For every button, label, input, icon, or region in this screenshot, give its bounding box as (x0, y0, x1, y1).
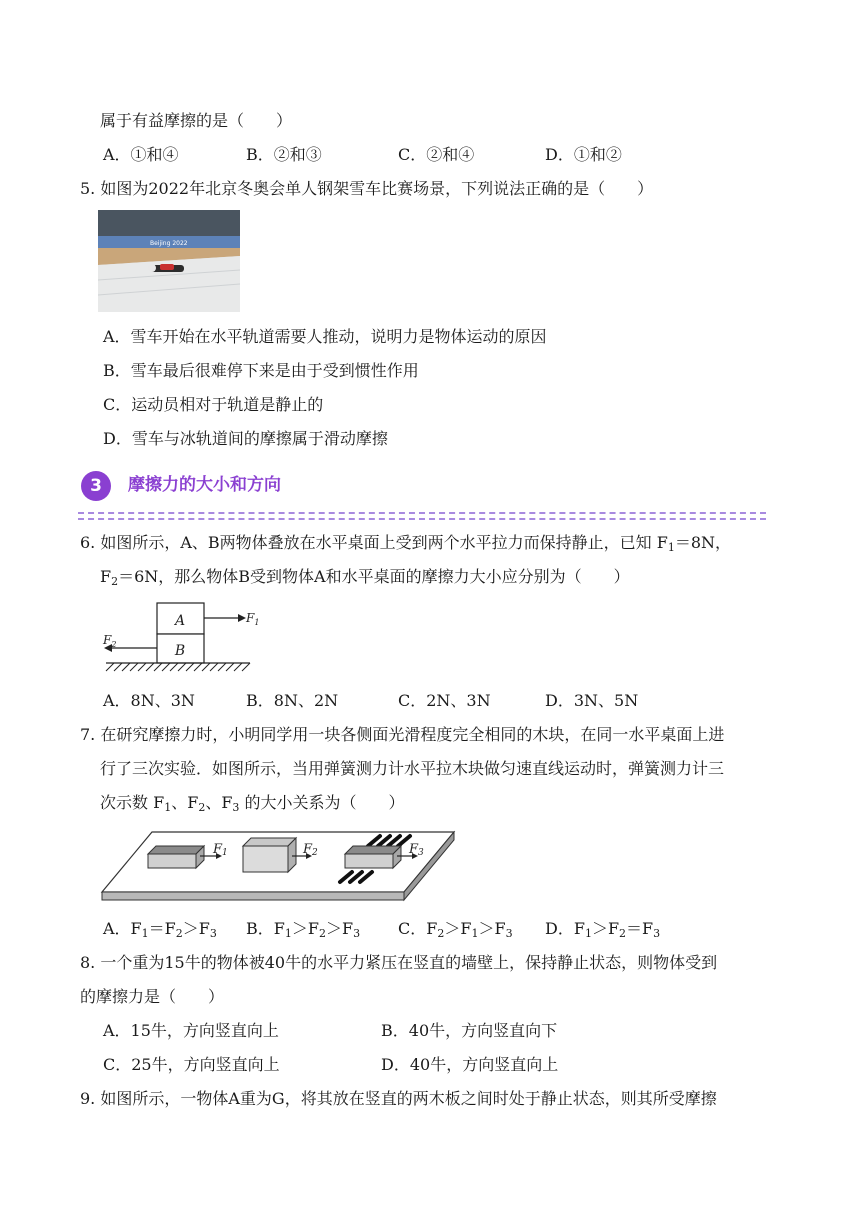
q8-stem-line1: 8. 一个重为15牛的物体被40牛的水平力紧压在竖直的墙壁上，保持静止状态，则物体受到 (80, 953, 718, 972)
q6-option-a: A．8N、3N (103, 691, 195, 710)
q6-blocks-figure (100, 600, 270, 678)
svg-text:F2: $F_2$ (103, 633, 117, 649)
section-divider-bottom (78, 518, 766, 520)
section-title: 摩擦力的大小和方向 (128, 475, 281, 495)
q6-stem-line2: $F_2=6N$，那么物体B受到物体A和水平桌面的摩擦力大小应分别为（ ） (100, 567, 630, 588)
q5-option-a: A．雪车开始在水平轨道需要人推动，说明力是物体运动的原因 (103, 327, 547, 346)
q7-experiment-figure (100, 826, 460, 904)
q7-option-c: C．$F_2>F_1>F_3$ (398, 919, 513, 940)
q8-option-d: D．40牛，方向竖直向上 (381, 1055, 559, 1074)
q4-option-c: C．②和④ (398, 145, 475, 164)
q7-option-d: D．$F_1>F_2=F_3$ (545, 919, 661, 940)
q6-option-b: B．8N、2N (246, 691, 339, 710)
q8-option-b: B．40牛，方向竖直向下 (381, 1021, 558, 1040)
q5-stem: 5. 如图为2022年北京冬奥会单人钢架雪车比赛场景，下列说法正确的是（ ） (80, 179, 654, 198)
q6-option-d: D．3N、5N (545, 691, 639, 710)
banner-text: Beijing 2022 (150, 240, 188, 247)
q7-option-b: B．$F_1>F_2>F_3$ (246, 919, 361, 940)
q4-option-a: A．①和④ (103, 145, 179, 164)
svg-text:F1: F1 (213, 842, 228, 858)
section-number-badge: 3 (81, 471, 111, 501)
q7-stem-line1: 7. 在研究摩擦力时，小明同学用一块各侧面光滑程度完全相同的木块，在同一水平桌面上进 (80, 725, 725, 744)
svg-text:F2: F2 (303, 842, 318, 858)
q7-stem-line3: 次示数 $F_1$、$F_2$、$F_3$ 的大小关系为（ ） (100, 793, 405, 814)
svg-text:A: A (174, 613, 186, 629)
svg-text:F1: $F_1$ (246, 611, 260, 627)
q8-option-c: C．25牛，方向竖直向上 (103, 1055, 280, 1074)
q4-stem-tail: 属于有益摩擦的是（ ） (100, 111, 293, 130)
q5-option-b: B．雪车最后很难停下来是由于受到惯性作用 (103, 361, 419, 380)
section-divider-top (78, 512, 766, 514)
q4-option-b: B．②和③ (246, 145, 322, 164)
q6-stem-line1: 6. 如图所示，A、B两物体叠放在水平桌面上受到两个水平拉力而保持静止，已知 $F_1=8N$， (80, 533, 732, 554)
svg-text:B: B (174, 643, 186, 659)
q7-option-a: A．$F_1=F_2>F_3$ (103, 919, 217, 940)
q8-option-a: A．15牛，方向竖直向上 (103, 1021, 279, 1040)
q7-stem-line2: 行了三次实验．如图所示，当用弹簧测力计水平拉木块做匀速直线运动时，弹簧测力计三 (100, 759, 725, 778)
q5-option-d: D．雪车与冰轨道间的摩擦属于滑动摩擦 (103, 429, 388, 448)
q5-option-c: C．运动员相对于轨道是静止的 (103, 395, 324, 414)
q4-option-d: D．①和② (545, 145, 622, 164)
q6-option-c: C．2N、3N (398, 691, 491, 710)
q8-stem-line2: 的摩擦力是（ ） (80, 987, 225, 1006)
q9-stem-line1: 9. 如图所示，一物体A重为G，将其放在竖直的两木板之间时处于静止状态，则其所受摩擦 (80, 1089, 717, 1108)
skeleton-sled-photo (98, 210, 240, 312)
svg-text:F3: F3 (409, 842, 424, 858)
